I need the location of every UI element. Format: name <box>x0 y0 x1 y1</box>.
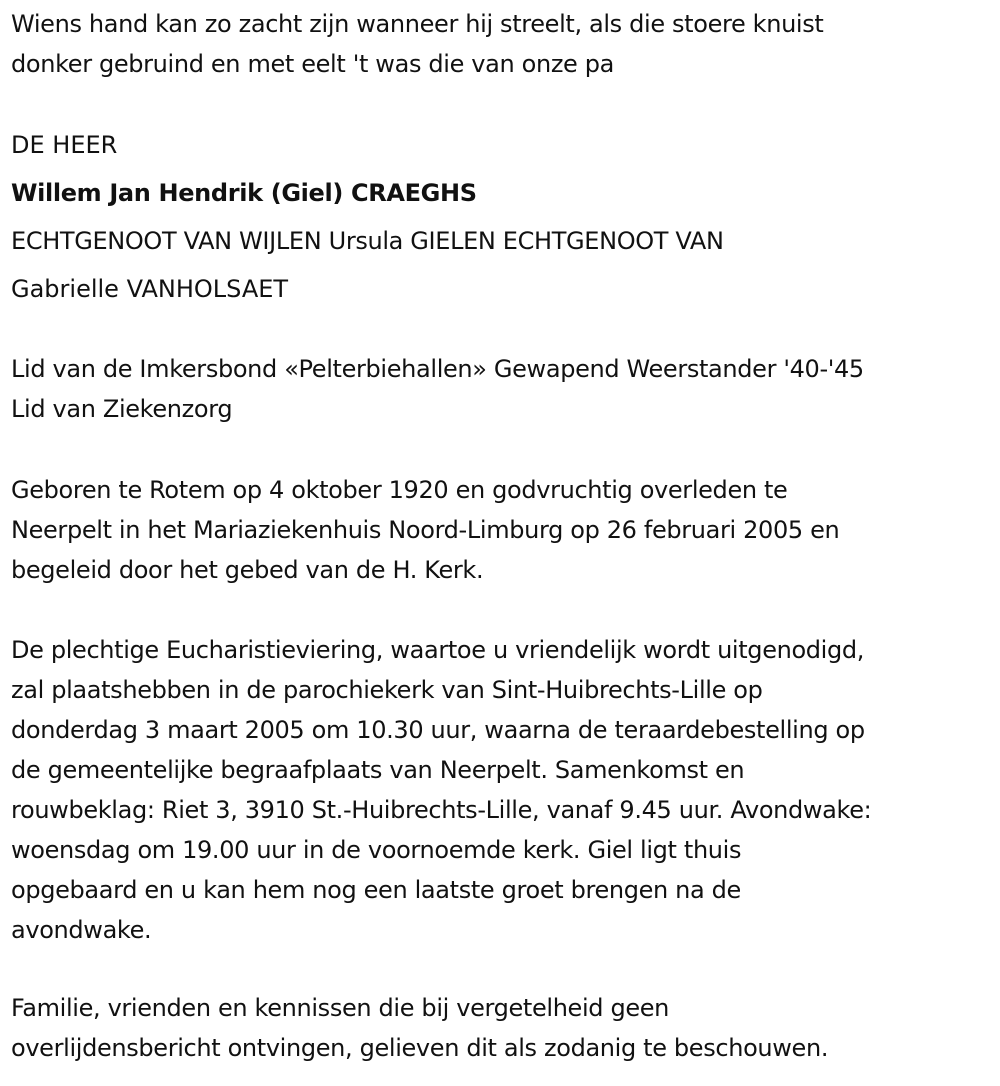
intro-line-1: Wiens hand kan zo zacht zijn wanneer hij streelt, als die stoere knuist <box>11 10 824 38</box>
intro-line-2: donker gebruind en met eelt 't was die van onze pa <box>11 50 614 78</box>
ceremony-line-6: woensdag om 19.00 uur in de voornoemde kerk. Giel ligt thuis <box>11 836 742 864</box>
ceremony-paragraph <box>11 630 871 950</box>
spouse-line-2: Gabrielle VANHOLSAET <box>11 275 289 303</box>
spouse-line-1: ECHTGENOOT VAN WIJLEN Ursula GIELEN ECHTGENOOT VAN <box>11 227 724 255</box>
ceremony-line-4: de gemeentelijke begraafplaats van Neerpelt. Samenkomst en <box>11 756 745 784</box>
memberships <box>11 349 864 429</box>
ceremony-line-5: rouwbeklag: Riet 3, 3910 St.-Huibrechts-Lille, vanaf 9.45 uur. Avondwake: <box>11 796 872 824</box>
ceremony-line-8: avondwake. <box>11 916 152 944</box>
deceased-name: Willem Jan Hendrik (Giel) CRAEGHS <box>11 179 477 207</box>
birth-death-line-1: Geboren te Rotem op 4 oktober 1920 en godvruchtig overleden te <box>11 476 788 504</box>
membership-line-1: Lid van de Imkersbond «Pelterbiehallen» Gewapend Weerstander '40-'45 <box>11 355 864 383</box>
ceremony-line-1: De plechtige Eucharistieviering, waartoe u vriendelijk wordt uitgenodigd, <box>11 636 865 664</box>
closing-line-1: Familie, vrienden en kennissen die bij vergetelheid geen <box>11 994 670 1022</box>
birth-death-paragraph <box>11 470 839 590</box>
closing-line-2: overlijdensbericht ontvingen, gelieven dit als zodanig te beschouwen. <box>11 1034 829 1062</box>
birth-death-line-3: begeleid door het gebed van de H. Kerk. <box>11 556 484 584</box>
ceremony-line-3: donderdag 3 maart 2005 om 10.30 uur, waarna de teraardebestelling op <box>11 716 865 744</box>
ceremony-line-2: zal plaatshebben in de parochiekerk van Sint-Huibrechts-Lille op <box>11 676 763 704</box>
birth-death-line-2: Neerpelt in het Mariaziekenhuis Noord-Limburg op 26 februari 2005 en <box>11 516 840 544</box>
intro-poem <box>11 4 823 84</box>
closing-paragraph <box>11 988 828 1068</box>
membership-line-2: Lid van Ziekenzorg <box>11 395 233 423</box>
ceremony-line-7: opgebaard en u kan hem nog een laatste groet brengen na de <box>11 876 741 904</box>
title-prefix: DE HEER <box>11 131 118 159</box>
